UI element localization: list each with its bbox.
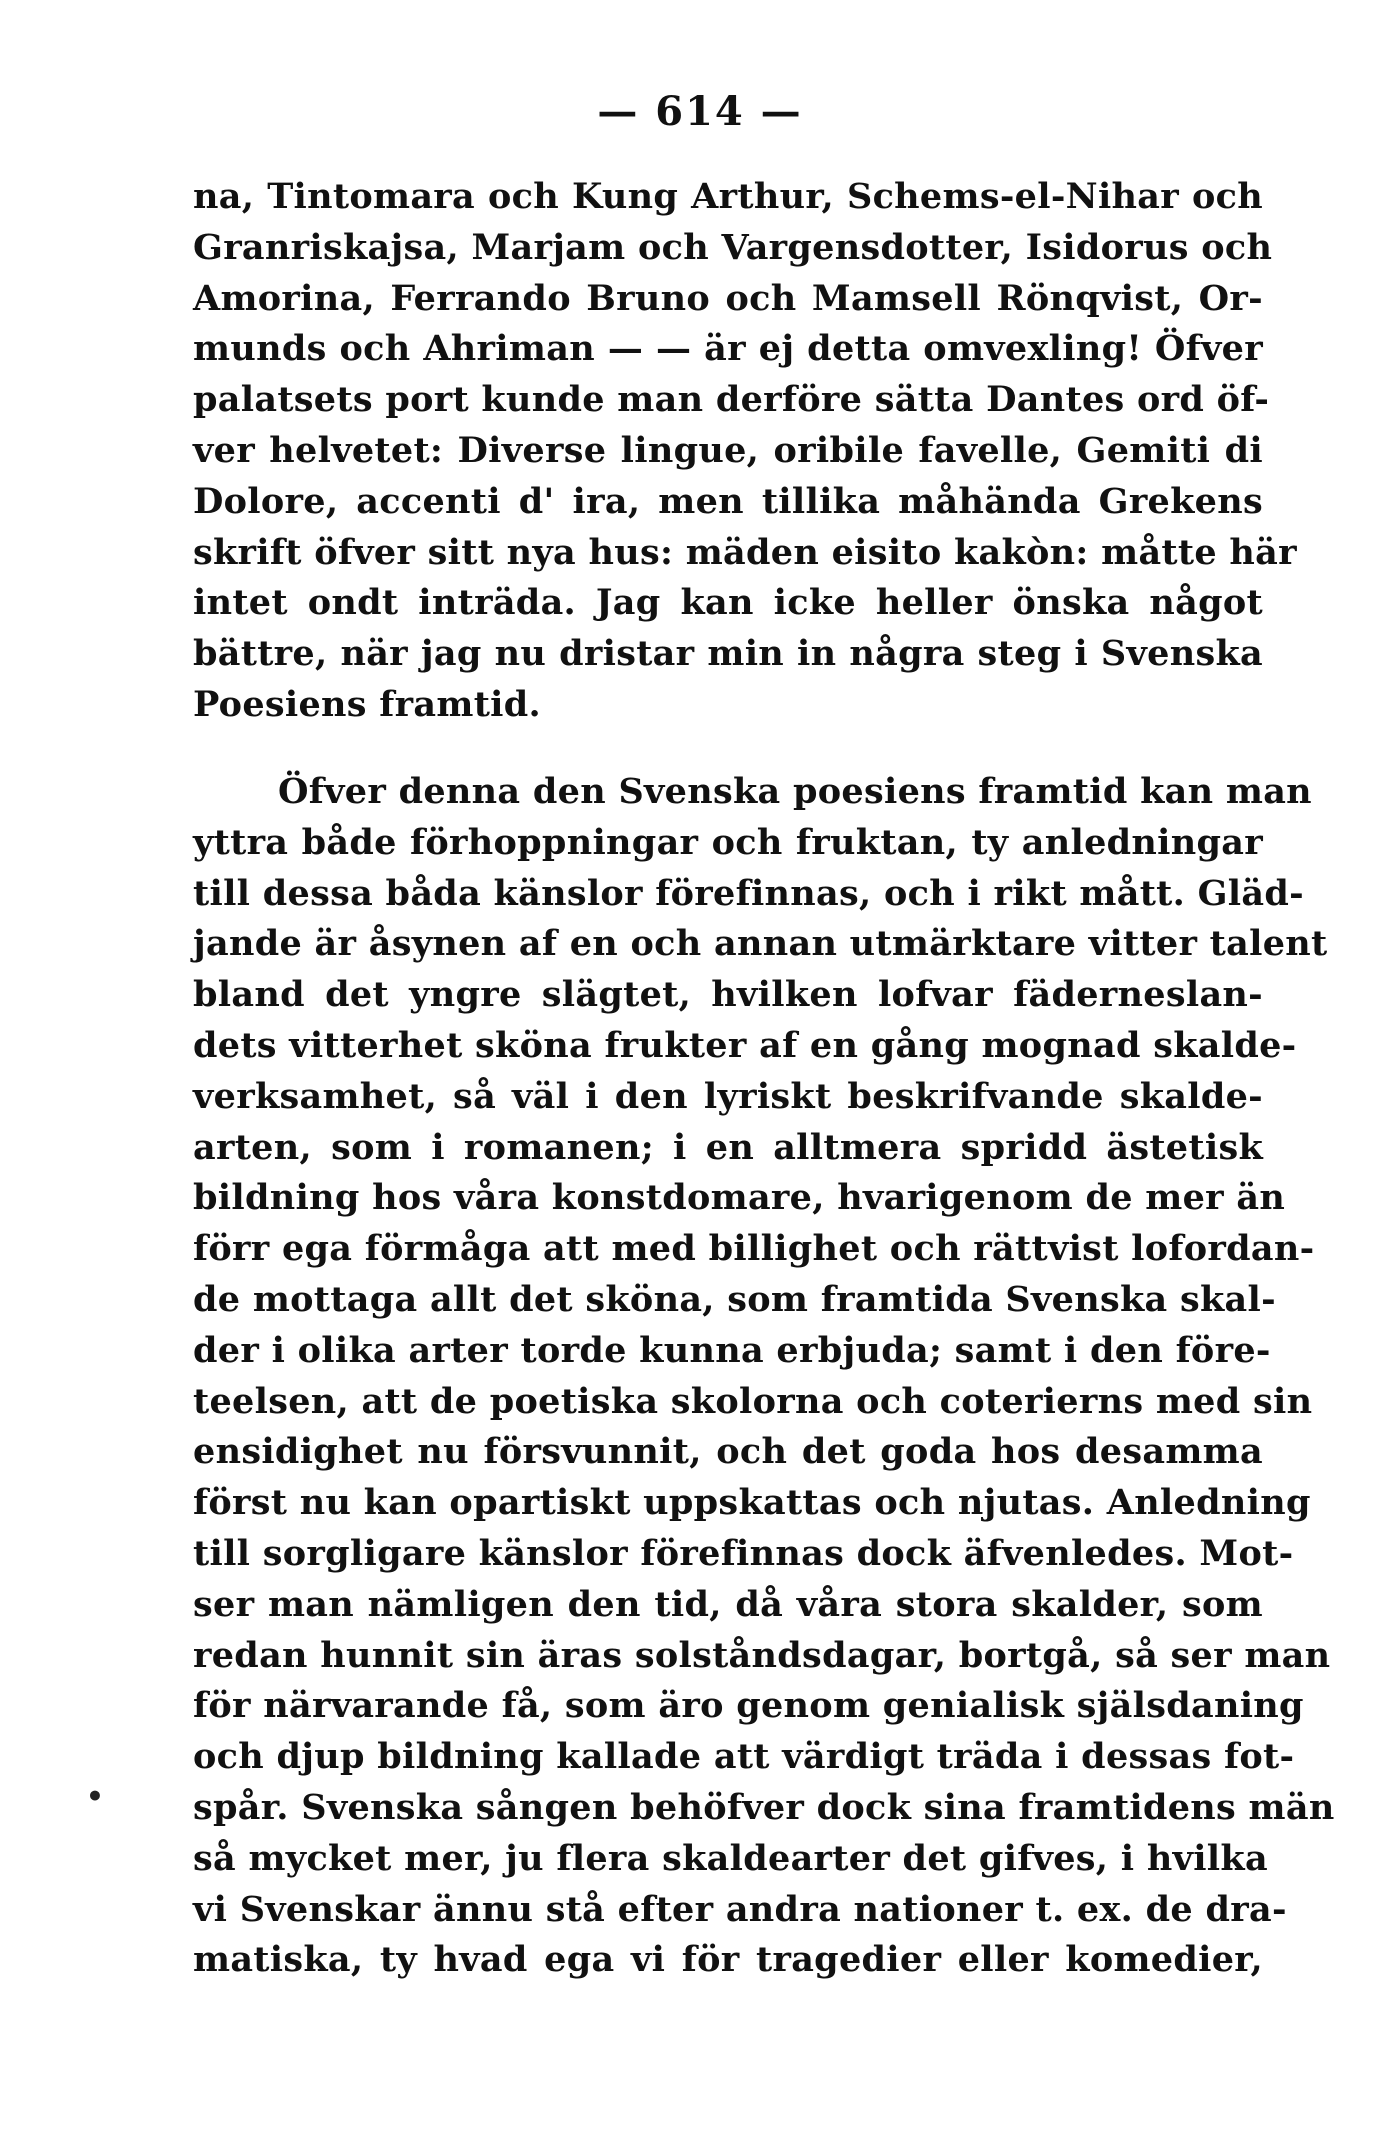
text-line: intet ondt inträda. Jag kan icke heller önska något (193, 582, 1263, 624)
text-line: ensidighet nu försvunnit, och det goda hos desamma (193, 1431, 1263, 1473)
text-line: ver helvetet: Diverse lingue, oribile favelle, Gemiti di (193, 429, 1263, 471)
margin-dot-mark: • (86, 1780, 104, 1813)
text-line: vi Svenskar ännu stå efter andra nationer t. ex. de dra- (193, 1888, 1287, 1930)
text-line: palatsets port kunde man derföre sätta Dantes ord öf- (193, 379, 1270, 421)
text-line: till sorgligare känslor förefinnas dock äfvenledes. Mot- (193, 1532, 1294, 1574)
text-line: munds och Ahriman — — är ej detta omvexling! Öfver (193, 328, 1263, 370)
text-line: jande är åsynen af en och annan utmärktare vitter talent (193, 923, 1328, 965)
text-line: spår. Svenska sången behöfver dock sina framtidens män (193, 1786, 1335, 1828)
text-line: Dolore, accenti d' ira, men tillika måhända Grekens (193, 480, 1263, 522)
text-line: till dessa båda känslor förefinnas, och i rikt mått. Gläd- (193, 872, 1304, 914)
text-line: så mycket mer, ju flera skaldearter det gifves, i hvilka (193, 1837, 1268, 1879)
text-line: redan hunnit sin äras solståndsdagar, bortgå, så ser man (193, 1634, 1331, 1676)
text-line: arten, som i romanen; i en alltmera spridd ästetisk (193, 1126, 1263, 1168)
text-line: de mottaga allt det sköna, som framtida Svenska skal- (193, 1278, 1276, 1320)
text-line: bland det yngre slägtet, hvilken lofvar fäderneslan- (193, 974, 1263, 1016)
text-line: för närvarande få, som äro genom genialisk själsdaning (193, 1685, 1304, 1727)
text-line: teelsen, att de poetiska skolorna och coterierns med sin (193, 1380, 1313, 1422)
text-line: ser man nämligen den tid, då våra stora skalder, som (193, 1583, 1263, 1625)
text-line: matiska, ty hvad ega vi för tragedier eller komedier, (193, 1939, 1263, 1981)
text-line: förr ega förmåga att med billighet och rättvist lofordan- (193, 1228, 1315, 1270)
text-line: na, Tintomara och Kung Arthur, Schems-el-Nihar och (193, 176, 1263, 217)
text-line: der i olika arter torde kunna erbjuda; samt i den före- (193, 1329, 1271, 1371)
text-line: bättre, när jag nu dristar min in några steg i Svenska (193, 633, 1263, 675)
text-line: bildning hos våra konstdomare, hvarigenom de mer än (193, 1177, 1286, 1219)
text-line: Öfver denna den Svenska poesiens framtid kan man (278, 771, 1312, 812)
paragraph-1 (193, 172, 1297, 731)
paragraph-2 (193, 767, 1335, 1986)
text-line: Poesiens framtid. (193, 683, 542, 725)
text-line: dets vitterhet sköna frukter af en gång mognad skalde- (193, 1024, 1297, 1066)
page-number: — 614 — (597, 88, 803, 135)
text-line: verksamhet, så väl i den lyriskt beskrifvande skalde- (193, 1075, 1263, 1117)
text-line: och djup bildning kallade att värdigt träda i dessas fot- (193, 1736, 1295, 1778)
text-line: Amorina, Ferrando Bruno och Mamsell Rönqvist, Or- (193, 277, 1263, 319)
text-line: först nu kan opartiskt uppskattas och njutas. Anledning (193, 1482, 1311, 1524)
text-line: yttra både förhoppningar och fruktan, ty anledningar (193, 821, 1263, 863)
text-line: skrift öfver sitt nya hus: mäden eisito kakòn: måtte här (193, 531, 1297, 573)
text-line: Granriskajsa, Marjam och Vargensdotter, Isidorus och (193, 226, 1273, 268)
